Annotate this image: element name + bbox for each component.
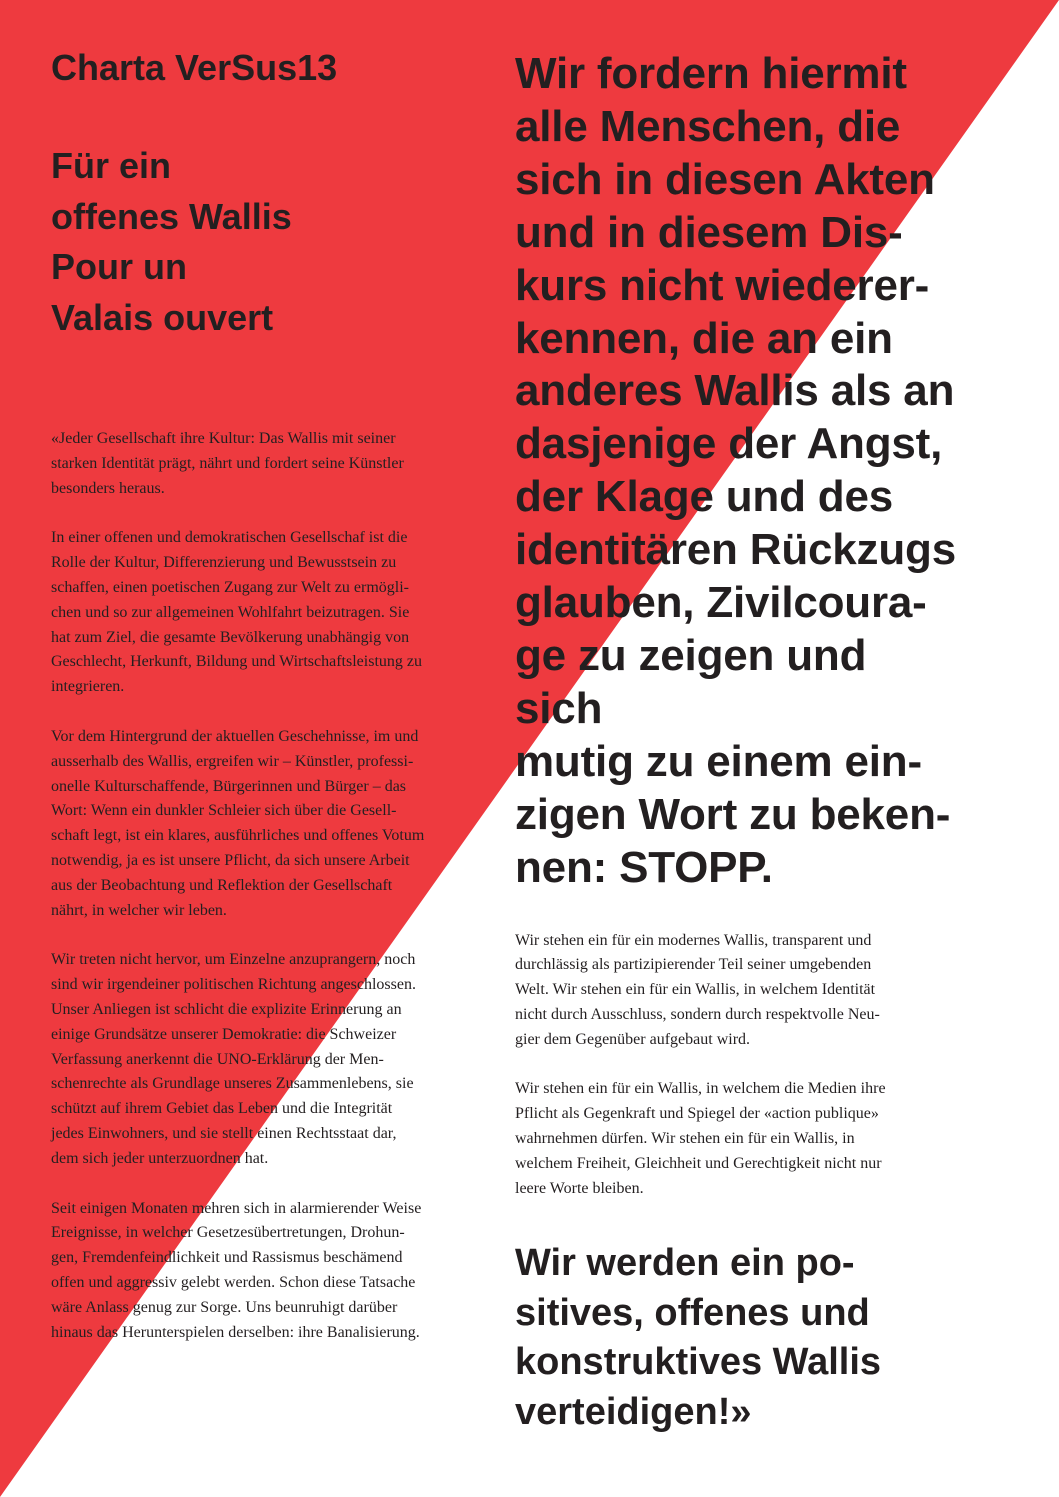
left-paragraph-1: «Jeder Gesellschaft ihre Kultur: Das Wallis mit seiner starken Identität prägt, nährt und fordert seine Künstler besonders heraus. (51, 430, 404, 497)
left-paragraph-2: In einer offenen und demokratischen Gesellschaf ist die Rolle der Kultur, Differenzierung und Bewusstsein zu schaffen, einen poetischen Zugang zur Welt zu ermögli- chen und so zur allgemeinen Wohlfahrt beizutragen. Sie hat zum Ziel, die gesamte Bevölkerung unabhängig von Geschlecht, Herkunft, Bildung und Wirtschaftsleistung zu integrieren. (51, 529, 422, 696)
left-column (51, 48, 496, 1345)
right-paragraph-2: Wir stehen ein für ein Wallis, in welchem die Medien ihre Pflicht als Gegenkraft und Spiegel der «action publique» wahrnehmen dürfen. Wir stehen ein für ein Wallis, in welchem Freiheit, Gleichheit und Gerechtigkeit nicht nur leere Worte bleiben. (515, 1080, 886, 1197)
left-paragraph-3: Vor dem Hintergrund der aktuellen Geschehnisse, im und ausserhalb des Wallis, ergreifen wir – Künstler, professi- onelle Kulturschaffende, Bürgerinnen und Bürger – das Wort: Wenn ein dunkler Schleier sich über die Gesell- schaft legt, ist ein klares, ausführliches und offenes Votum notwendig, ja es ist unsere Pflicht, da sich unsere Arbeit aus der Beobachtung und Reflektion der Gesellschaft nährt, in welcher wir leben. (51, 727, 425, 919)
right-column (515, 48, 960, 1437)
closing-statement: Wir werden ein po- sitives, offenes und konstruktives Wallis verteidigen!» (515, 1242, 882, 1433)
document-title: Charta VerSus13 (51, 47, 338, 88)
document-subtitle: Für ein offenes Wallis Pour un Valais ouvert (51, 145, 292, 338)
right-paragraph-1: Wir stehen ein für ein modernes Wallis, transparent und durchlässig als partizipierender Teil seiner umgebenden Welt. Wir stehen ein für ein Wallis, in welchem Identität nicht durch Ausschluss, sondern durch respektvolle Neu- gier dem Gegenüber aufgebaut wird. (515, 931, 880, 1048)
headline-statement: Wir fordern hiermit alle Menschen, die sich in diesen Akten und in diesem Dis- kurs nicht wiederer- kennen, die an ein anderes Wallis als an dasjenige der Angst, der Klage und des identitären Rückzugs glauben, Zivilcoura- ge zu zeigen und sich mutig zu einem ein- zigen Wort zu beken- nen: STOPP. (515, 49, 956, 892)
left-paragraph-5: Seit einigen Monaten mehren sich in alarmierender Weise Ereignisse, in welcher Gesetzesübertretungen, Drohun- gen, Fremdenfeindlichkeit und Rassismus beschämend offen und aggressiv gelebt werden. Schon diese Tatsache wäre Anlass genug zur Sorge. Uns beunruhigt darüber hinaus das Herunterspielen derselben: ihre Banalisierung. (51, 1199, 422, 1341)
left-paragraph-4: Wir treten nicht hervor, um Einzelne anzuprangern, noch sind wir irgendeiner politischen Richtung angeschlossen. Unser Anliegen ist schlicht die explizite Erinnerung an einige Grundsätze unserer Demokratie: die Schweizer Verfassung anerkennt die UNO-Erklärung der Men- schenrechte als Grundlage unseres Zusammenlebens, sie schützt auf ihrem Gebiet das Leben und die Integrität jedes Einwohners, und sie stellt einen Rechtsstaat dar, dem sich jeder unterzuordnen hat. (51, 951, 416, 1167)
